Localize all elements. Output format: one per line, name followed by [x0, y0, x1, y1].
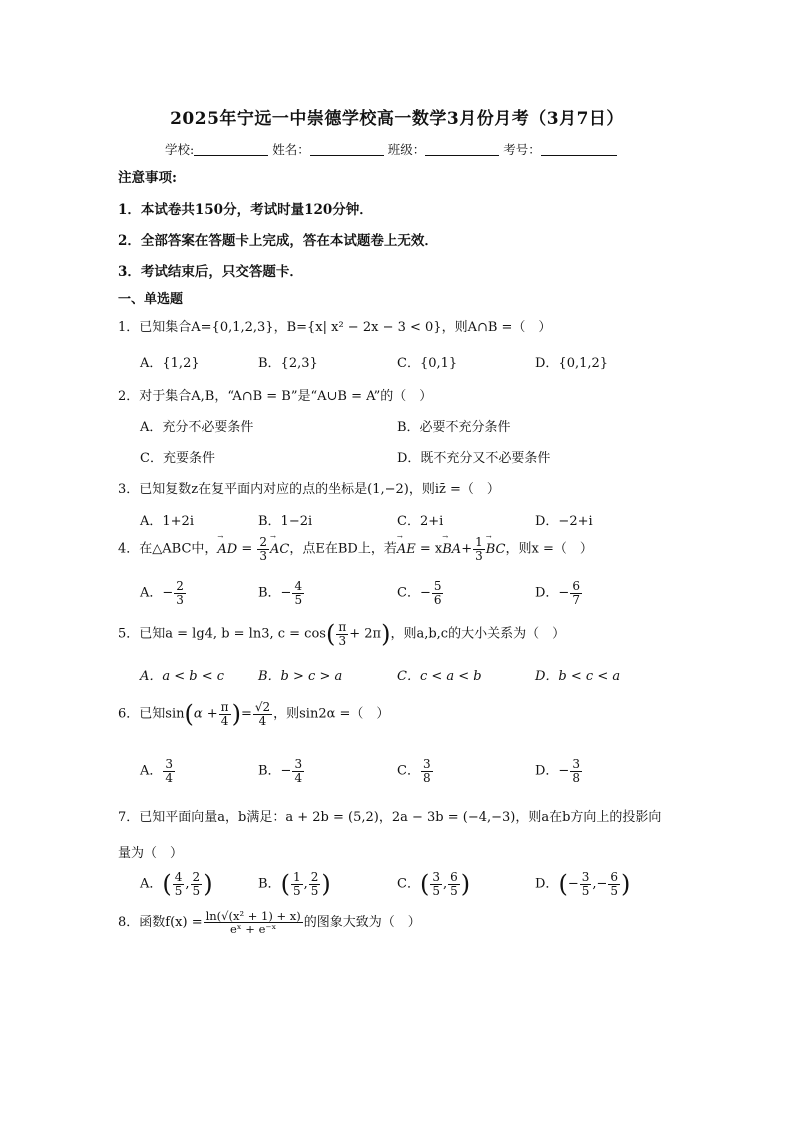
school-label: 学校:	[165, 142, 195, 157]
q4-eq: =	[241, 541, 253, 557]
q3-option-c[interactable]: C．2+i	[397, 514, 444, 529]
q2-option-b[interactable]: B．必要不充分条件	[397, 420, 511, 435]
vector-ae: → AE	[396, 532, 416, 557]
q5-option-a[interactable]: A．a < b < c	[140, 669, 225, 684]
q5-stem-pre: 5．已知a = lg4, b = ln3, c = cos	[118, 626, 326, 642]
q6-eq: =	[240, 706, 252, 722]
question-7-stem-line2: 量为（ ）	[118, 846, 184, 861]
q7-option-c[interactable]: C．( $\frac{3}{5}$ , $\frac{6}{5}$ )	[397, 869, 471, 898]
question-8-stem	[118, 910, 421, 935]
q4-fraction-1-3: $\frac{1}{3}$	[475, 535, 483, 563]
notes-heading: 注意事项:	[118, 170, 177, 186]
q7-option-d[interactable]: D．(− $\frac{3}{5}$ ,− $\frac{6}{5}$ )	[535, 869, 631, 898]
q6-stem-post: ，则sin2α =（ ）	[273, 706, 390, 722]
note-2: 2．全部答案在答题卡上完成，答在本试题卷上无效．	[118, 233, 438, 249]
class-label: 班级：	[387, 142, 426, 157]
q6-fraction-pi-4: $\frac{\pi}{4}$	[220, 699, 229, 728]
vector-arrow-icon: →	[396, 532, 402, 541]
q4-eq2: = x	[419, 541, 443, 557]
number-blank[interactable]	[541, 143, 617, 156]
q4-fraction-2-3: $\frac{2}{3}$	[259, 535, 268, 563]
q6-fraction-sqrt2-4: $\frac{√2}{4}$	[254, 699, 271, 728]
q5-option-c[interactable]: C．c < a < b	[397, 669, 482, 684]
name-blank[interactable]	[310, 143, 384, 156]
question-4-stem	[118, 532, 593, 563]
question-1-stem: 1．已知集合A={0,1,2,3}，B={x| x² − 2x − 3 < 0}，则A∩B =（ ）	[118, 320, 552, 335]
q1-option-a[interactable]: A．{1,2}	[140, 356, 200, 371]
right-paren: )	[231, 700, 241, 728]
question-2-stem: 2．对于集合A,B，“A∩B = B”是“A∪B = A”的（ ）	[118, 389, 433, 404]
q4-plus: +	[461, 541, 473, 557]
q5-fraction-pi-3: $\frac{\pi}{3}$	[338, 619, 347, 648]
q4-option-b[interactable]: B．− $\frac{4}{5}$	[258, 579, 303, 607]
right-paren: )	[381, 620, 391, 648]
exam-title: 2025年宁远一中崇德学校高一数学3月份月考（3月7日）	[170, 109, 624, 129]
question-6-stem	[118, 700, 389, 728]
vector-ad: → AD	[217, 532, 238, 557]
q2-option-d[interactable]: D．既不充分又不必要条件	[397, 451, 551, 466]
q4-option-a[interactable]: A．− $\frac{2}{3}$	[140, 579, 184, 607]
note-1: 1．本试卷共150分，考试时量120分钟．	[118, 202, 373, 218]
q3-option-b[interactable]: B．1−2i	[258, 514, 313, 529]
q6-option-b[interactable]: B．− $\frac{3}{4}$	[258, 757, 303, 785]
question-3-stem: 3．已知复数z在复平面内对应的点的坐标是(1,−2)，则iz̄ =（ ）	[118, 482, 500, 497]
q1-option-c[interactable]: C．{0,1}	[397, 356, 458, 371]
q6-option-a[interactable]: A． $\frac{3}{4}$	[140, 757, 174, 785]
q1-option-b[interactable]: B．{2,3}	[258, 356, 318, 371]
q5-stem-mid: + 2π	[349, 626, 382, 642]
vector-arrow-icon: →	[485, 532, 491, 541]
q4-option-d[interactable]: D．− $\frac{6}{7}$	[535, 579, 580, 607]
left-paren: (	[184, 700, 194, 728]
vector-ac: → AC	[270, 532, 290, 557]
student-info-line	[165, 140, 617, 158]
q2-option-a[interactable]: A．充分不必要条件	[140, 420, 254, 435]
q6-option-c[interactable]: C． $\frac{3}{8}$	[397, 757, 431, 785]
question-5-stem	[118, 620, 565, 648]
q5-option-d[interactable]: D．b < c < a	[535, 669, 621, 684]
section-heading: 一、单选题	[118, 292, 184, 307]
left-paren: (	[325, 620, 336, 648]
vector-arrow-icon: →	[270, 532, 275, 541]
q3-option-a[interactable]: A．1+2i	[140, 514, 194, 529]
q4-stem-post1: ，点E在BD上，若	[289, 541, 397, 557]
class-blank[interactable]	[425, 143, 499, 156]
q4-stem-pre: 4．在△ABC中，	[118, 541, 218, 557]
note-3: 3．考试结束后，只交答题卡．	[118, 264, 303, 280]
q5-option-b[interactable]: B．b > c > a	[258, 669, 343, 684]
vector-arrow-icon: →	[217, 532, 223, 541]
q6-alpha: α +	[193, 706, 218, 722]
name-label: 姓名：	[272, 142, 310, 157]
vector-ba: → BA	[442, 532, 462, 557]
q6-stem-pre: 6．已知sin	[118, 706, 185, 722]
question-7-stem-line1: 7．已知平面向量a，b满足：a + 2b = (5,2)，2a − 3b = (−4,−3)，则a在b方向上的投影向	[118, 810, 662, 825]
q1-option-d[interactable]: D．{0,1,2}	[535, 356, 609, 371]
vector-arrow-icon: →	[442, 532, 448, 541]
q8-stem-post: 的图象大致为（ ）	[303, 915, 421, 931]
q8-stem-pre: 8．函数f(x) =	[118, 915, 203, 931]
q4-option-c[interactable]: C．− $\frac{5}{6}$	[397, 579, 442, 607]
number-label: 考号：	[503, 142, 541, 157]
q3-option-d[interactable]: D．−2+i	[535, 514, 593, 529]
q7-option-a[interactable]: A．( $\frac{4}{5}$ , $\frac{2}{5}$ )	[140, 869, 213, 898]
q6-option-d[interactable]: D．− $\frac{3}{8}$	[535, 757, 580, 785]
q8-fraction: $\frac{\text{ln(√(x² + 1) + x)}}{\text{eˣ + e⁻ˣ}}$	[205, 909, 301, 937]
q5-stem-post: ，则a,b,c的大小关系为（ ）	[390, 626, 566, 642]
q7-option-b[interactable]: B．( $\frac{1}{5}$ , $\frac{2}{5}$ )	[258, 869, 331, 898]
q2-option-c[interactable]: C．充要条件	[140, 451, 215, 466]
q4-stem-post2: ，则x =（ ）	[505, 541, 593, 557]
vector-bc: → BC	[485, 532, 506, 557]
school-blank[interactable]	[194, 143, 268, 156]
